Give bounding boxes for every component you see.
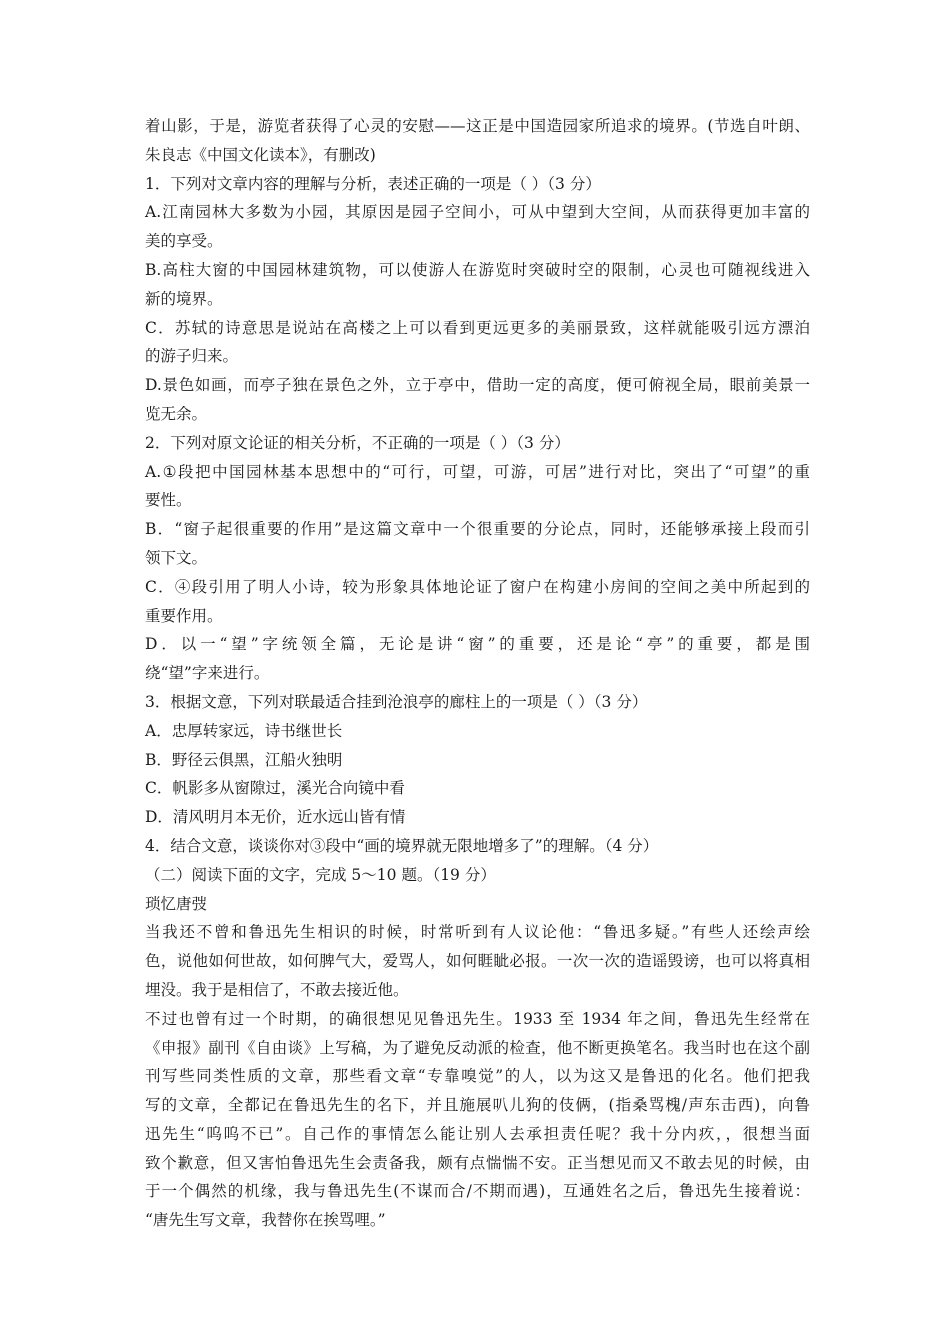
text-line: 要性。 [145, 491, 192, 510]
text-line: 写的文章，全都记在鲁迅先生的名下，并且施展叭儿狗的伎俩，(指桑骂槐/声东击西)，向鲁 [145, 1096, 810, 1115]
text-line: 2．下列对原文论证的相关分析，不正确的一项是（ ）（3 分） [145, 433, 570, 452]
text-line: D.景色如画，而亭子独在景色之外，立于亭中，借助一定的高度，便可俯视全局，眼前美景一 [145, 376, 810, 395]
text-line: 1．下列对文章内容的理解与分析，表述正确的一项是（ ）（3 分） [145, 174, 601, 193]
text-line: 朱良志《中国文化读本》，有删改) [145, 145, 376, 164]
text-line: “唐先生写文章，我替你在挨骂哩。” [145, 1211, 386, 1230]
text-line: 埋没。我于是相信了，不敢去接近他。 [145, 980, 409, 999]
text-line: 致个歉意，但又害怕鲁迅先生会责备我，颇有点惴惴不安。正当想见而又不敢去见的时候，由 [145, 1153, 810, 1172]
text-line: A．忠厚转家远，诗书继世长 [145, 721, 343, 740]
text-line: 美的享受。 [145, 232, 223, 251]
text-line: B．“窗子起很重要的作用”是这篇文章中一个很重要的分论点，同时，还能够承接上段而引 [145, 520, 810, 539]
text-line: 着山影，于是，游览者获得了心灵的安慰——这正是中国造园家所追求的境界。(节选自叶朗、 [145, 117, 810, 135]
text-line: 琐忆唐弢 [145, 894, 208, 913]
text-line: 刊写些同类性质的文章，那些看文章“专靠嗅觉”的人，以为这又是鲁迅的化名。他们把我 [145, 1067, 810, 1086]
text-line: B.高柱大窗的中国园林建筑物，可以使游人在游览时突破时空的限制，心灵也可随视线进入 [145, 260, 810, 279]
text-line: C．帆影多从窗隙过，溪光合向镜中看 [145, 779, 405, 798]
text-line: 于一个偶然的机缘，我与鲁迅先生(不谋而合/不期而遇)，互通姓名之后，鲁迅先生接着说： [145, 1182, 810, 1201]
text-line: 览无余。 [145, 404, 208, 423]
text-line: 4．结合文意，谈谈你对③段中“画的境界就无限地增多了”的理解。（4 分） [145, 836, 659, 855]
text-line: 迅先生“呜呜不已”。自己作的事情怎么能让别人去承担责任呢？我十分内疚，，很想当面 [145, 1124, 810, 1143]
text-line: 绕“望”字来进行。 [145, 664, 270, 683]
text-line: 《申报》副刊《自由谈》上写稿，为了避免反动派的检查，他不断更换笔名。我当时也在这个副 [145, 1038, 810, 1057]
text-line: D．以一“望”字统领全篇，无论是讲“窗”的重要，还是论“亭”的重要，都是围 [145, 635, 810, 654]
text-line: D．清风明月本无价，近水远山皆有情 [145, 808, 406, 827]
text-line: A.江南园林大多数为小园，其原因是园子空间小，可从中望到大空间，从而获得更加丰富的 [145, 203, 810, 222]
text-line: C．苏轼的诗意思是说站在高楼之上可以看到更远更多的美丽景致，这样就能吸引远方漂泊 [145, 318, 810, 337]
text-line: 新的境界。 [145, 289, 223, 308]
text-line: C．④段引用了明人小诗，较为形象具体地论证了窗户在构建小房间的空间之美中所起到的 [145, 577, 810, 596]
document-body [145, 112, 810, 1235]
text-line: 不过也曾有过一个时期，的确很想见见鲁迅先生。1933 至 1934 年之间，鲁迅先生经常在 [145, 1009, 810, 1028]
text-line: 3．根据文意，下列对联最适合挂到沧浪亭的廊柱上的一项是（ ）（3 分） [145, 692, 648, 711]
text-line: 领下文。 [145, 548, 208, 567]
text-line: 色，说他如何世故，如何脾气大，爱骂人，如何睚眦必报。一次一次的造谣毁谤，也可以将真相 [145, 952, 810, 971]
text-line: 的游子归来。 [145, 347, 239, 366]
text-line: A.①段把中国园林基本思想中的“可行，可望，可游，可居”进行对比，突出了“可望”的重 [145, 462, 810, 481]
text-line: 重要作用。 [145, 606, 223, 625]
text-line: （二）阅读下面的文字，完成 5～10 题。（19 分） [145, 865, 496, 884]
text-line: B．野径云俱黑，江船火独明 [145, 750, 343, 769]
text-line: 当我还不曾和鲁迅先生相识的时候，时常听到有人议论他：“鲁迅多疑。”有些人还绘声绘 [145, 923, 810, 942]
